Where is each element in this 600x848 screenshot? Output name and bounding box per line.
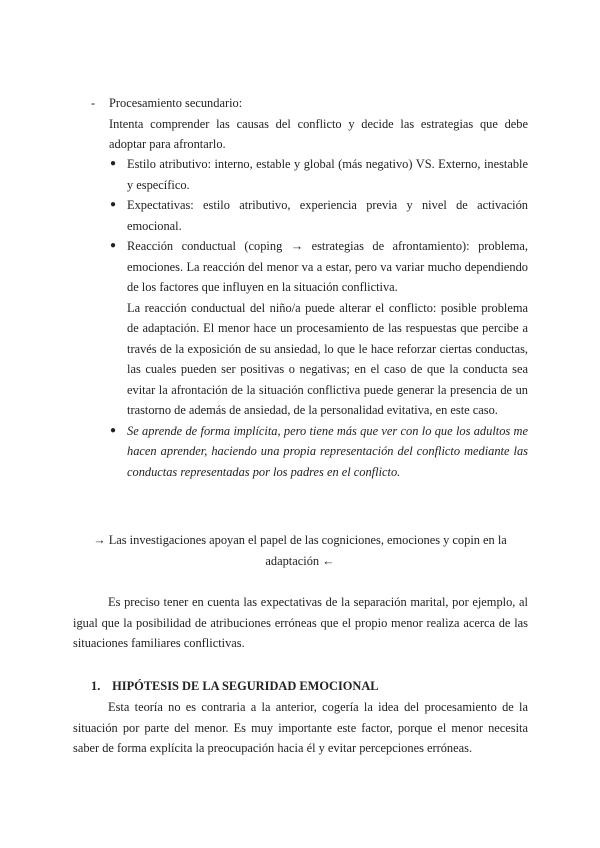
bullet-icon: ●	[110, 199, 117, 210]
section-title: HIPÓTESIS DE LA SEGURIDAD EMOCIONAL	[112, 679, 379, 693]
investigation-note	[70, 530, 530, 571]
bullet-item-behavioral-reaction	[110, 236, 528, 421]
bullet-item-expectations	[110, 195, 528, 236]
section-body: Esta teoría no es contraria a la anterior, cogería la idea del procesamiento de la situación por parte del menor. Es muy importante este factor, porque el menor necesita saber de forma explícita la preocupación hacia él y evitar percepciones erróneas.	[73, 700, 528, 755]
section-number: 1.	[91, 679, 101, 693]
expectations-paragraph: Es preciso tener en cuenta las expectativas de la separación marital, por ejemplo, al igual que la posibilidad de atribuciones erróneas que el propio menor realiza acerca de las situaciones familiares conflictivas.	[73, 595, 528, 650]
bullet-text: Reacción conductual (coping → estrategias de afrontamiento): problema, emociones. La reacción del menor va a estar, pero va variar mucho dependiendo de los factores que influyen en la situación conflictiva.	[127, 239, 528, 294]
bullet-note: La reacción conductual del niño/a puede alterar el conflicto: posible problema de adaptación. El menor hace un procesamiento de las respuestas que percibe a través de la exposición de su ansiedad, lo que le hace reforzar ciertas conductas, las cuales pueden ser positivas o negativas; en el caso de que la conducta sea evitar la afrontación de la situación conflictiva puede generar la presencia de un trastorno de además de ansiedad, de la personalidad evitativa, en este caso.	[127, 300, 528, 417]
investigation-line-2: adaptación ←	[265, 553, 335, 568]
bullet-list	[110, 154, 528, 482]
bullet-icon: ●	[110, 424, 117, 436]
investigation-line-1: → Las investigaciones apoyan el papel de las cogniciones, emociones y copin en la	[93, 533, 507, 547]
bullet-text: Se aprende de forma implícita, pero tiene más que ver con lo que los adultos me hacen aprender, haciendo una propia representación del conflicto mediante las conductas representadas por los padres en el conflicto.	[127, 423, 528, 479]
dash-marker: -	[91, 96, 96, 110]
bullet-text: Estilo atributivo: interno, estable y global (más negativo) VS. Externo, inestable y específico.	[127, 157, 528, 192]
bullet-text: Expectativas: estilo atributivo, experiencia previa y nivel de activación emocional.	[127, 198, 528, 233]
bullet-icon: ●	[110, 240, 117, 251]
secondary-processing-body: Intenta comprender las causas del conflicto y decide las estrategias que debe adoptar para afrontarlo.	[109, 116, 528, 151]
bullet-icon: ●	[110, 158, 117, 169]
bullet-item-implicit-learning	[110, 421, 528, 483]
secondary-processing-heading: Procesamiento secundario:	[109, 96, 243, 110]
section-heading	[91, 676, 379, 697]
bullet-item-attributive-style	[110, 154, 528, 195]
